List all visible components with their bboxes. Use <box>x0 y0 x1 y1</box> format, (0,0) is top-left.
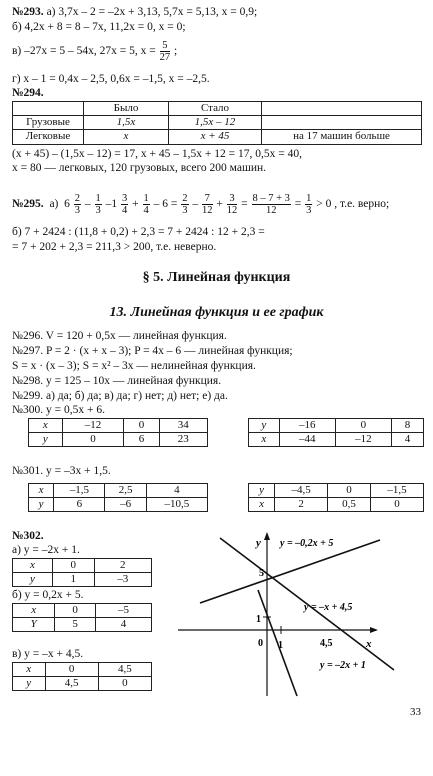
expression-token: = <box>291 198 305 211</box>
table-cell: 4 <box>146 484 207 498</box>
problem-294-number: №294. <box>12 87 44 99</box>
problem-299: №299. а) да; б) да; в) да; г) нет; д) нет; е) да. <box>12 390 228 402</box>
table-302-a <box>12 558 152 587</box>
table-cell: –10,5 <box>146 498 207 512</box>
table-cell: x <box>249 433 280 447</box>
table-cell: 4,5 <box>45 677 98 691</box>
problem-295-a <box>12 193 389 216</box>
table-294 <box>12 101 422 145</box>
table-row <box>249 433 424 447</box>
table-cell: x <box>13 559 53 573</box>
table-cell: x <box>29 419 63 433</box>
table-cell: 8 <box>392 419 424 433</box>
table-cell: x <box>29 484 54 498</box>
table-cell: x + 45 <box>169 130 262 144</box>
problem-294-line1: (x + 45) – (1,5x – 12) = 17, x + 45 – 1,5x + 12 = 17, 0,5x = 40, <box>12 148 302 160</box>
line-y-minus-0.2x-plus-5 <box>200 540 380 603</box>
table-row <box>13 116 422 130</box>
table-302-v <box>12 662 152 691</box>
solution-line: в) –27x = 5 – 54x, 27x = 5, x = <box>12 45 156 58</box>
fraction <box>121 193 128 216</box>
table-cell: 34 <box>159 419 207 433</box>
expression-token: 6 <box>61 198 73 211</box>
denominator: 27 <box>159 52 171 64</box>
fraction <box>305 193 312 216</box>
table-cell: Было <box>84 102 169 116</box>
table-cell: –4,5 <box>275 484 328 498</box>
table-cell: 0 <box>370 498 423 512</box>
line3-label: y = –2x + 1 <box>320 660 366 671</box>
expression-token: + <box>129 198 142 211</box>
line1-label: y = –0,2x + 5 <box>280 538 334 549</box>
x-intercept-4.5-label: 4,5 <box>320 638 333 649</box>
fraction <box>227 193 238 216</box>
problem-293-v <box>12 40 177 63</box>
problem-293-g: г) x – 1 = 0,4x – 2,5, 0,6x = –1,5, x = –2,5. <box>12 73 210 85</box>
y-intercept-5-label: 5 <box>259 568 264 579</box>
problem-293-a <box>12 6 257 20</box>
table-cell <box>13 102 84 116</box>
denominator: 12 <box>226 205 238 217</box>
y-axis-label: y <box>256 537 261 549</box>
x-unit-label: 1 <box>278 640 283 651</box>
table-cell: 0 <box>55 604 96 618</box>
table-cell <box>262 102 422 116</box>
table-cell: 4 <box>95 618 151 632</box>
table-cell: 6 <box>124 433 159 447</box>
numerator: 1 <box>306 193 312 204</box>
table-row <box>29 498 208 512</box>
table-300-right <box>248 418 424 447</box>
table-cell: x <box>13 604 55 618</box>
denominator: 4 <box>143 205 149 217</box>
table-cell: 4 <box>392 433 424 447</box>
x-axis-arrow-icon <box>370 627 378 633</box>
table-cell: –12 <box>62 419 124 433</box>
table-cell: y <box>29 433 63 447</box>
table-cell: 4,5 <box>98 663 151 677</box>
table-row <box>249 419 424 433</box>
table-cell: x <box>84 130 169 144</box>
table-row <box>13 573 152 587</box>
fraction <box>252 193 291 216</box>
table-cell: 0 <box>335 419 391 433</box>
denominator: 12 <box>202 205 213 217</box>
table-cell: 0 <box>124 419 159 433</box>
table-cell: –3 <box>94 573 151 587</box>
table-cell: y <box>29 498 54 512</box>
solution-line: а) 3,7x – 2 = –2x + 3,13, 5,7x = 5,13, x = 0,9; <box>46 6 258 18</box>
problem-295-b1: б) 7 + 2424 : (11,8 + 0,2) + 2,3 = 7 + 2424 : 12 + 2,3 = <box>12 226 265 238</box>
expression-token: + <box>213 198 226 211</box>
numerator: 3 <box>227 193 238 205</box>
y-unit-label: 1 <box>256 614 261 625</box>
table-300-left <box>28 418 208 447</box>
table-cell: 0 <box>98 677 151 691</box>
table-cell: x <box>249 498 275 512</box>
table-cell: 1,5x <box>84 116 169 130</box>
problem-297-line2: S = x · (x – 3); S = x² – 3x — нелинейная функция. <box>12 360 256 372</box>
table-row <box>13 604 152 618</box>
table-cell: 0 <box>328 484 371 498</box>
expression-token: – <box>82 198 94 211</box>
problem-number: №293. <box>12 6 44 18</box>
table-cell: 1 <box>52 573 94 587</box>
table-301-right <box>248 483 424 512</box>
table-301-left <box>28 483 208 512</box>
table-cell: Легковые <box>13 130 84 144</box>
origin-label: 0 <box>258 638 263 649</box>
table-row <box>249 498 424 512</box>
table-cell: на 17 машин больше <box>262 130 422 144</box>
problem-297-line1: №297. P = 2 · (x + x – 3); P = 4x – 6 — линейная функция; <box>12 345 293 357</box>
table-cell: x <box>13 663 46 677</box>
table-row <box>13 618 152 632</box>
expression-token: – <box>189 198 201 211</box>
denominator: 3 <box>74 205 80 217</box>
table-302-b <box>12 603 152 632</box>
numerator: 1 <box>95 193 101 204</box>
table-cell: Y <box>13 618 55 632</box>
table-cell: 0,5 <box>328 498 371 512</box>
x-axis-label: x <box>366 638 372 650</box>
fraction <box>74 193 81 216</box>
table-cell: Грузовые <box>13 116 84 130</box>
numerator: 3 <box>122 193 128 204</box>
problem-295-b2: = 7 + 202 + 2,3 = 211,3 > 200, т.е. неверно. <box>12 241 217 253</box>
table-cell: 2 <box>275 498 328 512</box>
section-title: § 5. Линейная функция <box>142 270 291 285</box>
problem-293-b: б) 4,2x + 8 = 8 – 7x, 11,2x = 0, x = 0; <box>12 21 186 33</box>
item-letter: а) <box>49 198 59 211</box>
problem-302-v: в) y = –x + 4,5. <box>12 648 84 660</box>
problem-number: №295. <box>12 198 44 211</box>
denominator: 4 <box>122 205 128 217</box>
table-cell: –16 <box>279 419 335 433</box>
denominator: 3 <box>95 205 101 217</box>
table-cell: 23 <box>159 433 207 447</box>
subsection-title: 13. Линейная функция и ее график <box>109 305 324 320</box>
table-cell: y <box>249 419 280 433</box>
table-cell: 0 <box>62 433 124 447</box>
line2-label: y = –x + 4,5 <box>304 602 353 613</box>
page-number: 33 <box>410 706 421 718</box>
table-row <box>29 484 208 498</box>
problem-298: №298. y = 125 – 10x — линейная функция. <box>12 375 222 387</box>
table-row <box>29 433 208 447</box>
problem-302-number: №302. <box>12 530 44 542</box>
table-cell: –12 <box>335 433 391 447</box>
expression-token: – 6 = <box>150 198 181 211</box>
table-cell: y <box>13 573 53 587</box>
table-cell: y <box>13 677 46 691</box>
table-cell: 6 <box>54 498 105 512</box>
table-cell: –44 <box>279 433 335 447</box>
numerator: 7 <box>202 193 213 205</box>
denominator: 3 <box>306 205 312 217</box>
fraction <box>181 193 188 216</box>
table-cell: 2,5 <box>105 484 146 498</box>
table-row <box>13 677 152 691</box>
fraction <box>202 193 213 216</box>
denominator: 3 <box>182 205 188 217</box>
table-cell: 0 <box>45 663 98 677</box>
fraction-expression <box>61 193 390 217</box>
table-cell: 1,5x – 12 <box>169 116 262 130</box>
table-cell: y <box>249 484 275 498</box>
punct: ; <box>173 45 178 58</box>
table-row <box>13 559 152 573</box>
fraction <box>143 193 150 216</box>
table-cell: –6 <box>105 498 146 512</box>
expression-token: –1 <box>102 198 120 211</box>
table-row <box>249 484 424 498</box>
fraction <box>95 193 102 216</box>
numerator: 5 <box>160 40 171 52</box>
denominator: 12 <box>265 205 277 217</box>
table-row <box>13 663 152 677</box>
expression-token: = <box>238 198 251 211</box>
problem-302-b: б) y = 0,2x + 5. <box>12 589 84 601</box>
problem-302-a: а) y = –2x + 1. <box>12 544 80 556</box>
expression-token: > 0 , т.е. верно; <box>313 198 390 211</box>
y-axis-arrow-icon <box>264 532 270 540</box>
function-graph <box>170 530 420 698</box>
numerator: 2 <box>182 193 188 204</box>
problem-296: №296. V = 120 + 0,5x — линейная функция. <box>12 330 227 342</box>
numerator: 2 <box>74 193 80 204</box>
numerator: 1 <box>143 193 149 204</box>
table-row <box>29 419 208 433</box>
table-cell: 0 <box>52 559 94 573</box>
table-cell: –5 <box>95 604 151 618</box>
table-cell: Стало <box>169 102 262 116</box>
table-cell: 5 <box>55 618 96 632</box>
table-cell: –1,5 <box>370 484 423 498</box>
numerator: 8 – 7 + 3 <box>252 193 290 204</box>
problem-294-line2: x = 80 — легковых, 120 грузовых, всего 200 машин. <box>12 162 267 174</box>
table-row <box>13 130 422 144</box>
problem-301-head: №301. y = –3x + 1,5. <box>12 465 111 477</box>
problem-300-head: №300. y = 0,5x + 6. <box>12 404 105 416</box>
table-cell: –1,5 <box>54 484 105 498</box>
table-row <box>13 102 422 116</box>
table-cell: 2 <box>94 559 151 573</box>
table-cell <box>262 116 422 130</box>
fraction <box>160 40 171 63</box>
